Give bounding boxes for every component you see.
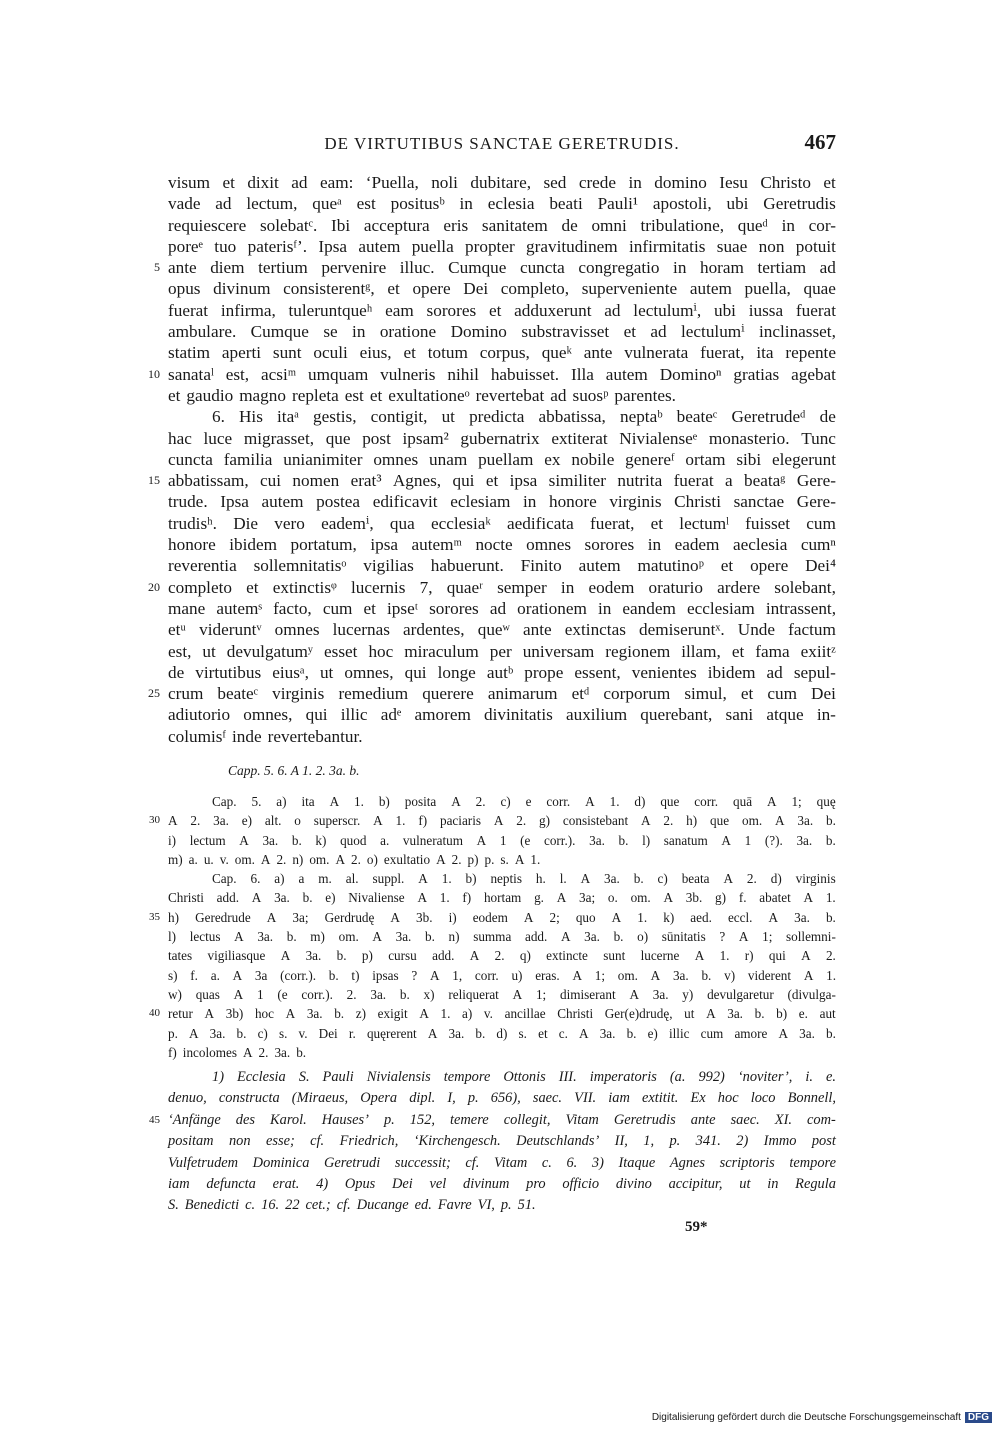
text-line: statim aperti sunt oculi eius, et totum corpus, queᵏ ante vulnerata fuerat, ita repente: [168, 343, 836, 363]
text-line: requiescere solebatᶜ. Ibi acceptura eris sanitatem de omni tribulatione, queᵈ in cor-: [168, 215, 836, 235]
text-line: poreᵉ tuo paterisᶠ’. Ipsa autem puella propter gravitudinem infirmitatis suae non potuit: [168, 236, 836, 256]
footer: [652, 1412, 992, 1423]
line-number: 30: [149, 814, 160, 827]
note-line: denuo, constructa (Miraeus, Opera dipl. I, p. 656), saec. VII. iam extitit. Ex hoc loco Bonnell,: [168, 1090, 836, 1107]
line-number: 15: [148, 473, 160, 488]
text-line: 15 abbatissam, cui nomen erat³ Agnes, qui et ipsa similiter nutrita fuerat a beataᵍ Gere-: [168, 470, 836, 491]
line-number: 40: [149, 1007, 160, 1020]
line-number: 35: [149, 910, 160, 923]
text-line: de virtutibus eiusᵃ, ut omnes, qui longe autᵇ prope essent, venientes ibidem ad sepul-: [168, 662, 836, 682]
note-line: positam non esse; cf. Friedrich, ‘Kirchengesch. Deutschlands’ II, 1, p. 341. 2) Immo post: [168, 1133, 836, 1150]
text-line: cuncta familia unianimiter omnes unam puellam ex nobile genereᶠ ortam sibi elegerunt: [168, 449, 836, 469]
line-number: 5: [154, 260, 160, 275]
text-line: columisᶠ inde revertebantur.: [168, 726, 363, 746]
text-line: trude. Ipsa autem postea edificavit eclesiam in honore virginis Christi sanctae Gere-: [168, 492, 836, 512]
footnotes: [149, 1067, 836, 1217]
apparatus-line: p. A 3a. b. c) s. v. Dei r. quęrerent A 3a. b. d) s. et c. A 3a. b. e) illic cum amore A 3a. b.: [168, 1025, 836, 1041]
text-line: 5 ante diem tertium pervenire illuc. Cumque cuncta congregatio in horam tertiam ad: [168, 257, 836, 278]
text-line: opus divinum consisterentᵍ, et opere Dei completo, superveniente autem puella, quae: [168, 279, 836, 299]
main-text: [148, 172, 836, 747]
page-number: 467: [804, 130, 836, 154]
line-number: 20: [148, 579, 160, 594]
text-line: ambulare. Cumque se in oratione Domino substravisset et ad lectulumⁱ inclinasset,: [168, 322, 836, 342]
note-line: 45 ‘Anfänge des Karol. Hauses’ p. 152, temere collegit, Vitam Geretrudis ante saec. XI. com-: [168, 1110, 836, 1131]
apparatus-line: w) quas A 1 (e corr.). 2. 3a. b. x) reliquerat A 1; dimiserant A 3a. y) devulgaretur (divulga-: [168, 986, 836, 1002]
note-line: 1) Ecclesia S. Pauli Nivialensis tempore Ottonis III. imperatoris (a. 992) ‘noviter’, i. e.: [212, 1069, 836, 1085]
text-line: 6. His itaᵃ gestis, contigit, ut predicta abbatissa, neptaᵇ beateᶜ Geretrudeᵈ de: [212, 407, 836, 427]
line-number: 45: [149, 1113, 160, 1126]
text-line: 10 sanataˡ est, acsiᵐ umquam vulneris nihil habuisset. Illa autem Dominoⁿ gratias agebat: [168, 364, 836, 385]
text-line: et gaudio magno repleta est et exultationeᵒ revertebat ad suosᵖ parentes.: [168, 385, 676, 405]
apparatus-line: i) lectum A 3a. b. k) quod a. vulneratum A 1 (e corr.). 3a. b. l) sanatum A 1 (?). 3a. b.: [168, 832, 836, 848]
apparatus-line: 40 retur A 3b) hoc A 3a. b. z) exigit A 1. a) v. ancillae Christi Ger(e)drudę, ut A 3a. b. b) e. aut: [168, 1004, 836, 1023]
text-line: 25 crum beateᶜ virginis remedium querere animarum etᵈ corporum simul, et cum Dei: [168, 683, 836, 704]
apparatus-line: f) incolomes A 2. 3a. b.: [168, 1044, 307, 1060]
apparatus-line: Cap. 6. a) a m. al. suppl. A 1. b) neptis h. l. A 3a. b. c) beata A 2. d) virginis: [212, 871, 836, 887]
text-line: hac luce migrasset, que post ipsam² gubernatrix extiterat Nivialenseᵉ monasterio. Tunc: [168, 428, 836, 448]
critical-apparatus: [149, 792, 836, 1062]
text-line: mane autemˢ facto, cum et ipseᵗ sorores ad orationem in eandem ecclesiam intrassent,: [168, 598, 836, 618]
note-line: Vulfetrudem Dominica Geretrudi successit; cf. Vitam c. 6. 3) Itaque Agnes scriptoris tempore: [168, 1154, 836, 1171]
signature-mark: 59*: [685, 1219, 708, 1235]
text-line: vade ad lectum, queᵃ est positusᵇ in eclesia beati Pauli¹ apostoli, ubi Geretrudis: [168, 194, 836, 214]
text-line: honore ibidem portatum, ipsa autemᵐ nocte omnes sorores in eadem aeclesia cumⁿ: [168, 535, 836, 555]
dfg-logo: DFG: [965, 1412, 992, 1423]
text-line: fuerat infirma, tuleruntqueʰ eam sorores et adduxerunt ad lectulumⁱ, ubi iussa fuerat: [168, 300, 836, 320]
apparatus-line: m) a. u. v. om. A 2. n) om. A 2. o) exultatio A 2. p) p. s. A 1.: [168, 851, 541, 867]
apparatus-line: Christi add. A 3a. b. e) Nivaliense A 1. f) hortam g. A 3a; o. om. A 3b. g) f. abatet A 1.: [168, 890, 836, 906]
running-title: DE VIRTUTIBUS SANCTAE GERETRUDIS.: [324, 134, 680, 153]
line-number: 10: [148, 366, 160, 381]
text-line: adiutorio omnes, qui illic adᵉ amorem divinitatis auxilium querebant, sani atque in-: [168, 705, 836, 725]
note-line: S. Benedicti c. 16. 22 cet.; cf. Ducange ed. Favre VI, p. 51.: [168, 1197, 536, 1214]
text-line: reverentia sollemnitatisᵒ vigilias habuerunt. Finito autem matutinoᵖ et opere Dei⁴: [168, 556, 836, 576]
note-line: iam defuncta erat. 4) Opus Dei vel divinum pro officio divino accipitur, ut in Regula: [168, 1175, 836, 1192]
text-line: etᵘ videruntᵛ omnes lucernas ardentes, queʷ ante extinctas demiseruntˣ. Unde factum: [168, 620, 836, 640]
text-line: visum et dixit ad eam: ‘Puella, noli dubitare, sed crede in domino Iesu Christo et: [168, 173, 836, 192]
apparatus-line: 35 h) Geredrude A 3a; Gerdrudę A 3b. i) eodem A 2; quo A 1. k) aed. eccl. A 3a. b.: [168, 908, 836, 927]
running-header: [168, 130, 836, 160]
apparatus-line: s) f. a. A 3a (corr.). b. t) ipsas ? A 1, corr. u) eras. A 1; om. A 3a. b. v) viderent A 1.: [168, 967, 836, 983]
apparatus-line: 30 A 2. 3a. e) alt. o superscr. A 1. f) paciaris A 2. g) consistebant A 2. h) que om. A 3a. b.: [168, 811, 836, 830]
footer-text: Digitalisierung gefördert durch die Deutsche Forschungsgemeinschaft: [651, 1412, 961, 1423]
apparatus-line: tates vigiliasque A 3a. b. p) cursu add. A 2. q) extincte sunt lucerne A 1. r) qui A 2.: [168, 948, 836, 964]
text-line: 20 completo et extinctisᵠ lucernis 7, quaeʳ semper in eodem oraturio ardere solebant,: [168, 577, 836, 598]
chapter-sources: Capp. 5. 6. A 1. 2. 3a. b.: [228, 763, 360, 778]
line-number: 25: [148, 686, 160, 701]
text-line: est, ut devulgatumʸ esset hoc miraculum per universam regionem illam, et fama exiitᶻ: [168, 641, 836, 661]
apparatus-line: Cap. 5. a) ita A 1. b) posita A 2. c) e corr. A 1. d) que corr. quā A 1; quę: [212, 794, 836, 809]
apparatus-line: l) lectus A 3a. b. m) om. A 3a. b. n) summa add. A 3a. b. o) sūnitatis ? A 1; sollemni-: [168, 929, 836, 945]
text-line: trudisʰ. Die vero eademⁱ, qua ecclesiaᵏ aedificata fuerat, et lectumˡ fuisset cum: [168, 513, 836, 533]
